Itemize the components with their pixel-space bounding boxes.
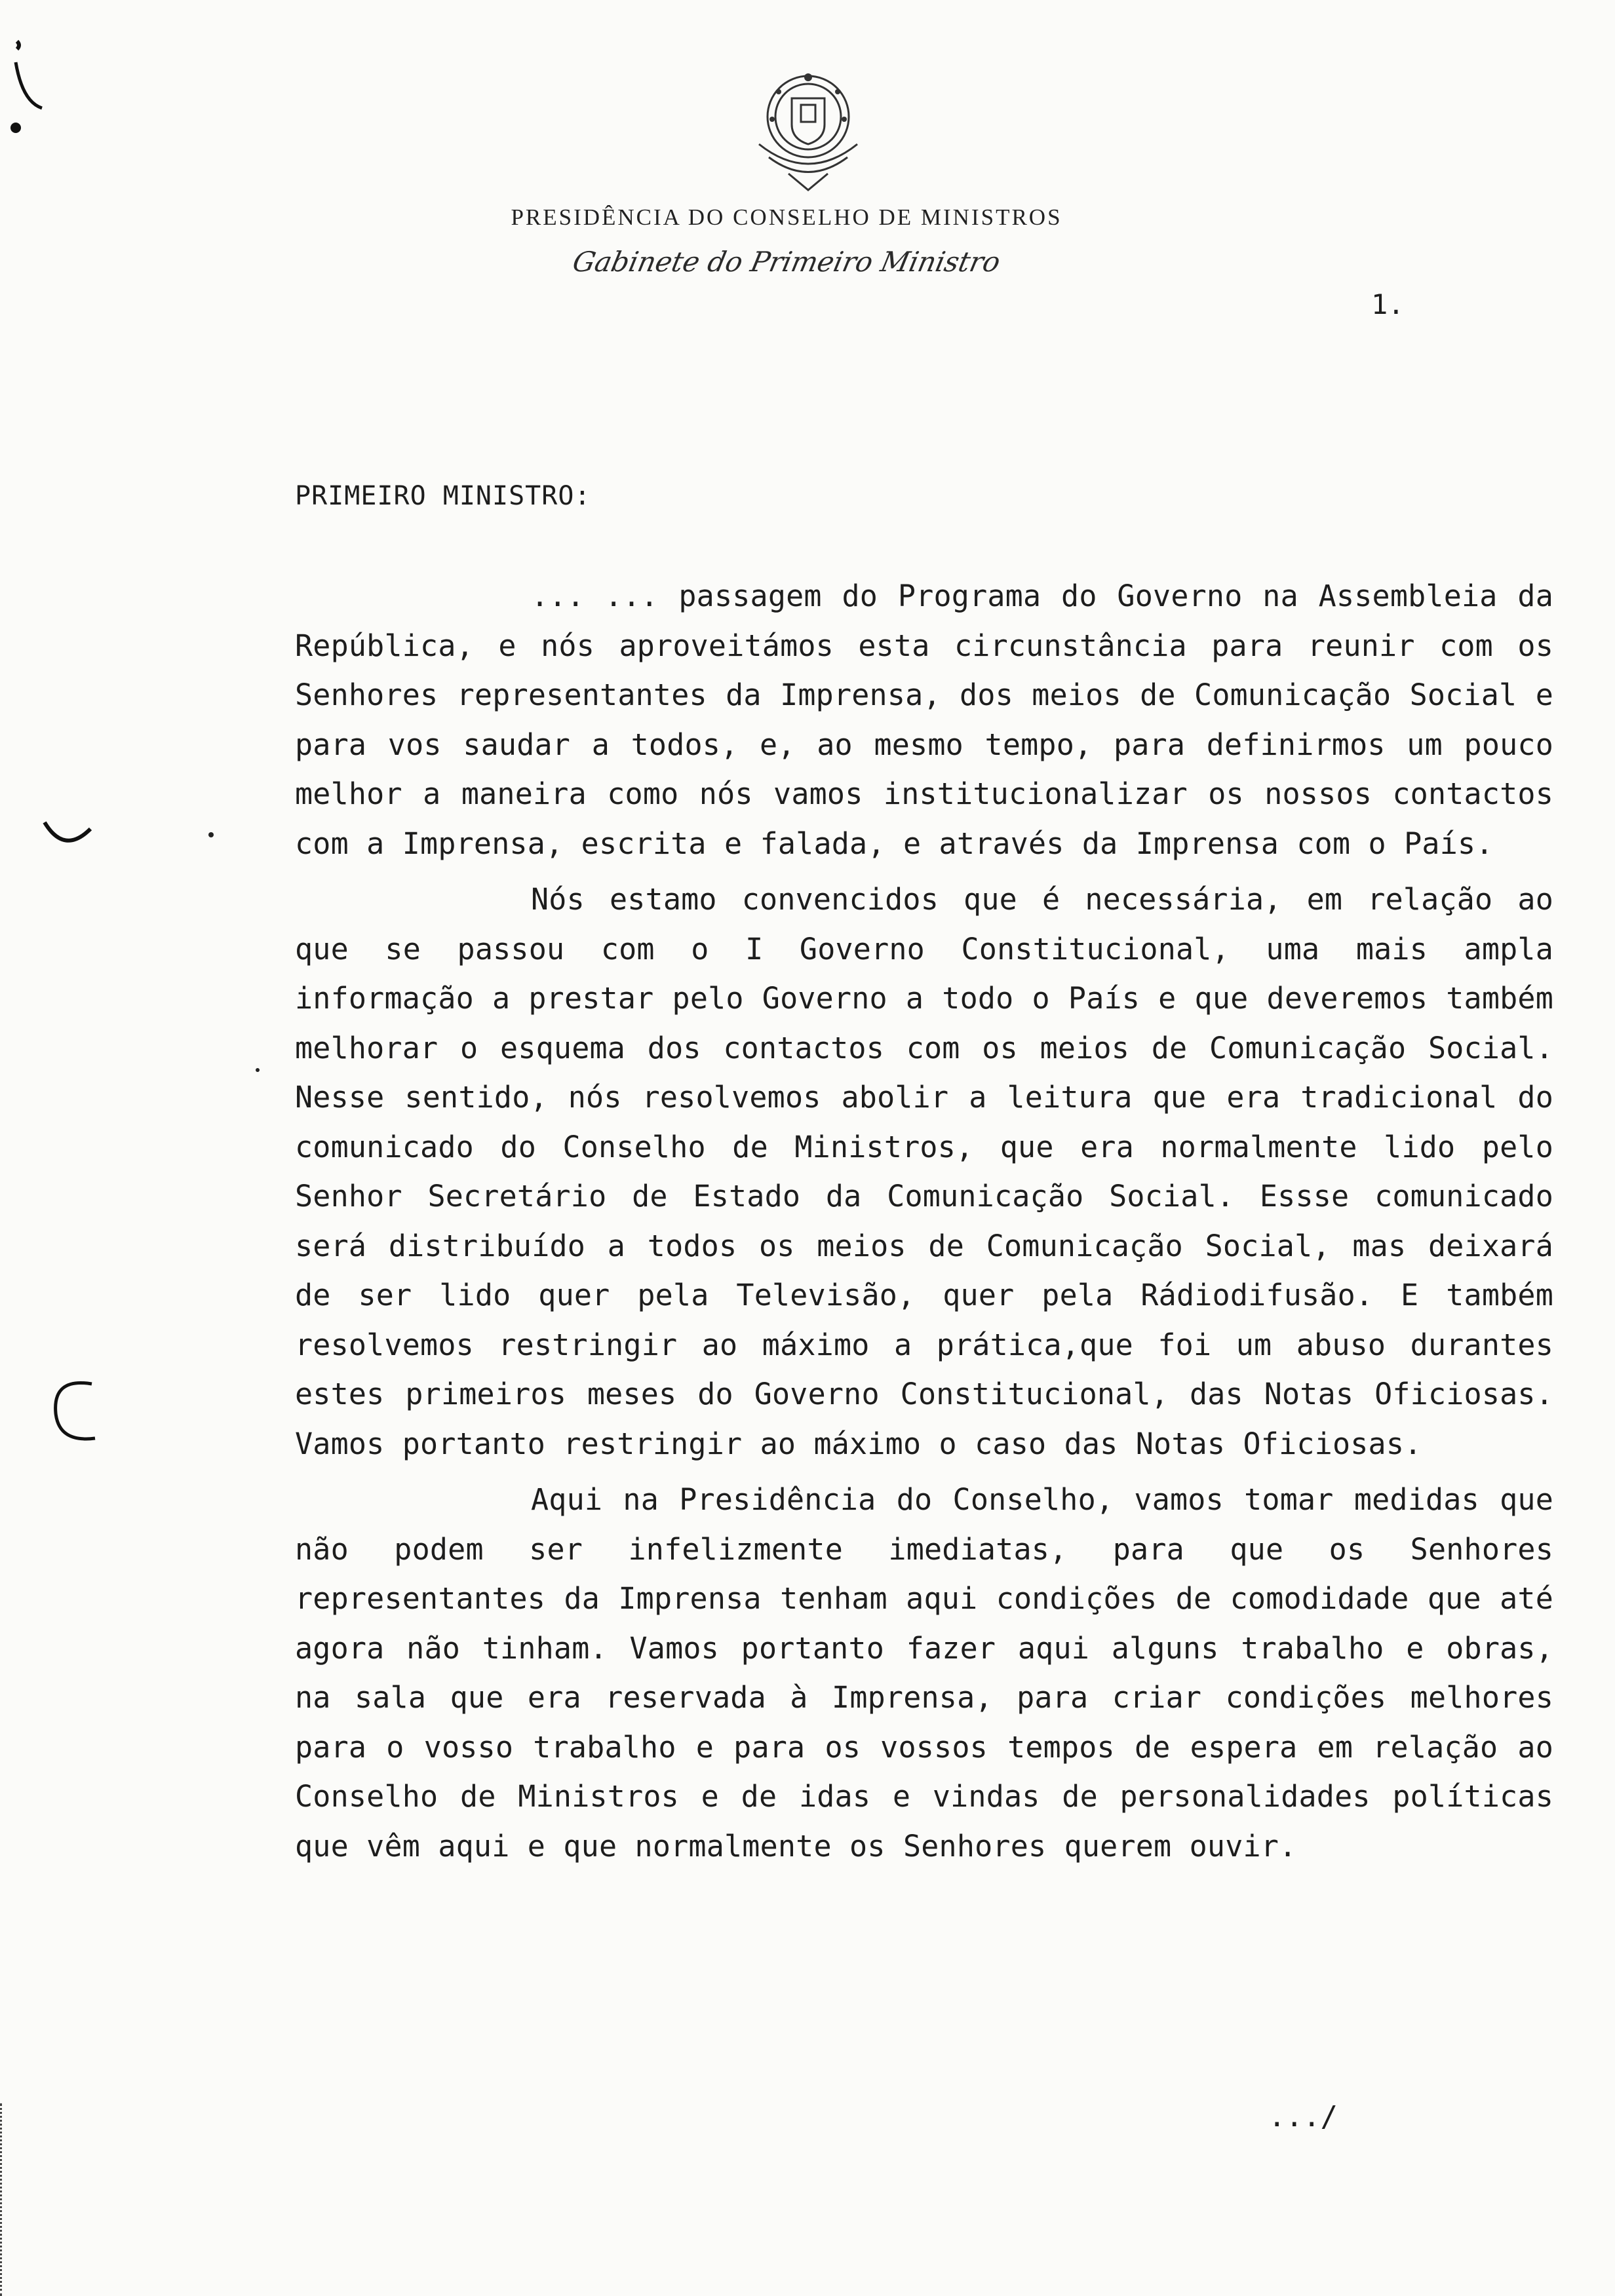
scan-dot	[208, 832, 214, 837]
punch-hole-mark-2	[46, 1376, 105, 1448]
page-number: 1.	[1371, 288, 1405, 320]
paragraph-2: Nós estamo convencidos que é necessária, em relação ao que se passou com o I Governo Constitucional, uma mais ampla informação a prestar pelo Governo a todo o País e que deveremos também melhorar o esquema dos contactos com os meios de Comunicação Social. Nesse sentido, nós resolvemos abolir a leitura que era tradicional do comunicado do Conselho de Ministros, que era normalmente lido pelo Senhor Secretário de Estado da Comunicação Social. Essse comunicado será distribuído a todos os meios de Comunicação Social, mas deixará de ser lido quer pela Televisão, quer pela Rádiodifusão. E também resolvemos restringir ao máximo a prática,que foi um abuso durantes estes primeiros meses do Governo Constitucional, das Notas Oficiosas. Vamos portanto restringir ao máximo o caso das Notas Oficiosas.	[295, 882, 1553, 1461]
continuation-mark: .../	[1268, 2100, 1338, 2133]
paragraph-3: Aqui na Presidência do Conselho, vamos tomar medidas que não podem ser infelizmente imediatas, para que os Senhores representantes da Imprensa tenham aqui condições de comodidade que até agora não tinham. Vamos portanto fazer aqui alguns trabalho e obras, na sala que era reservada à Imprensa, para criar condições melhores para o vosso trabalho e para os vossos tempos de espera em relação ao Conselho de Ministros e de idas e vindas de personalidades políticas que vêm aqui e que normalmente os Senhores querem ouvir.	[295, 1482, 1553, 1864]
scan-mark-top	[5, 36, 45, 141]
coat-of-arms-emblem	[739, 66, 877, 197]
transcript-body	[295, 571, 1553, 1877]
institution-heading: PRESIDÊNCIA DO CONSELHO DE MINISTROS	[511, 204, 1062, 230]
office-subheading: Gabinete do Primeiro Ministro	[570, 246, 1003, 278]
paragraph-1: ... ... passagem do Programa do Governo na Assembleia da República, e nós aproveitámos esta circunstância para reunir com os Senhores representantes da Imprensa, dos meios de Comunicação Social e para vos saudar a todos, e, ao mesmo tempo, para definirmos um pouco melhor a maneira como nós vamos institucionalizar os nossos contactos com a Imprensa, escrita e falada, e através da Imprensa com o País.	[295, 579, 1553, 861]
scan-edge	[0, 2103, 5, 2296]
scan-dot	[256, 1068, 260, 1072]
punch-hole-mark-1	[39, 816, 98, 855]
speaker-label: PRIMEIRO MINISTRO:	[295, 481, 591, 511]
